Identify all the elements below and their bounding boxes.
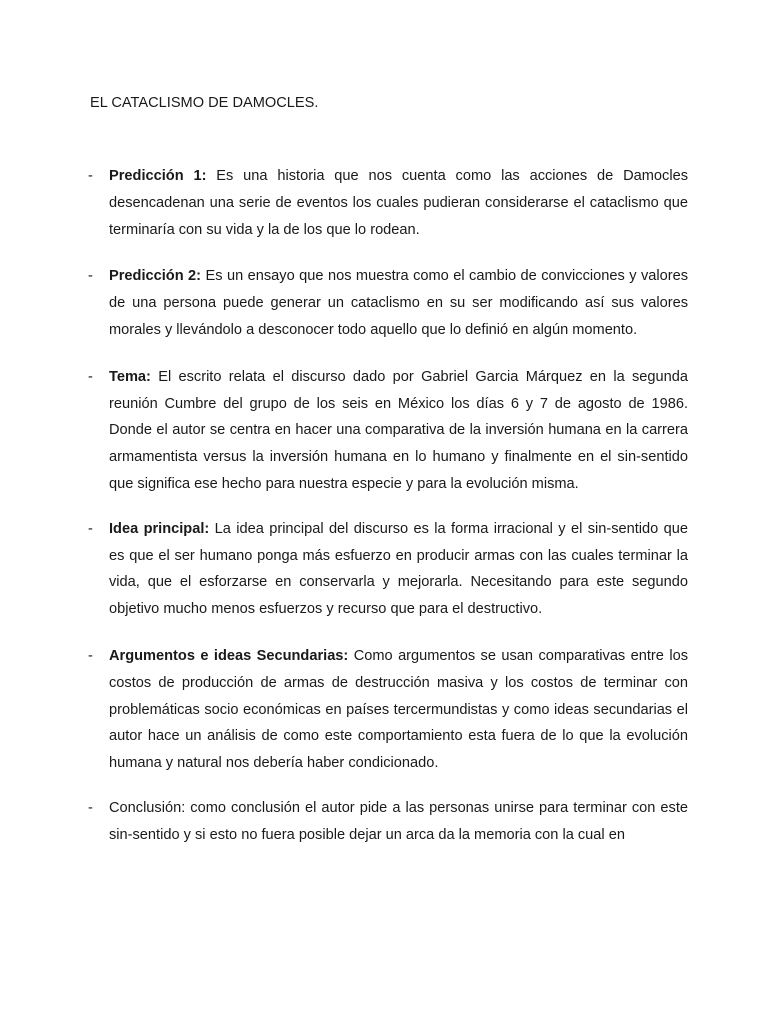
item-text: Como argumentos se usan comparativas entre los costos de producción de armas de destrucción masiva y los costos de terminar con problemáticas socio económicas en países tercermundistas y como ideas secundarias el autor hace un análisis de como este comportamiento esta fuera de lo que la evolución humana y natural nos debería haber condicionado. [109,647,688,772]
item-label: Argumentos e ideas Secundarias: [109,647,349,664]
item-text: El escrito relata el discurso dado por Gabriel Garcia Márquez en la segunda reunión Cumbre del grupo de los seis en México los días 6 y 7 de agosto de 1986. Donde el autor se centra en hacer una comparativa de la inversión humana en la carrera armamentista versus la inversión humana en lo humano y finalmente en el sin-sentido que significa ese hecho para nuestra especie y para la evolución misma. [109,368,688,492]
bullet-dash: - [88,268,93,285]
item-text: Es un ensayo que nos muestra como el cambio de convicciones y valores de una persona puede generar un cataclismo en su ser modificando así sus valores morales y llevándolo a desconocer todo aquello que lo definió en algún momento. [109,268,688,338]
item-label: Predicción 1: [109,168,207,184]
bullet-dash: - [88,368,93,385]
item-text: Es una historia que nos cuenta como las acciones de Damocles desencadenan una serie de eventos los cuales pudieran considerarse el cataclismo que terminaría con su vida y la de los que lo rodean. [109,168,688,238]
item-text: La idea principal del discurso es la forma irracional y el sin-sentido que es que el ser humano ponga más esfuerzo en producir armas con las cuales terminar la vida, que el esforzarse en conservarla y mejorarla. Necesitando para este segundo objetivo mucho menos esfuerzos y recurso que para el destructivo. [109,520,688,618]
item-label: Tema: [109,368,151,385]
list-item-idea-principal [88,516,688,623]
bullet-dash: - [88,520,93,537]
list-item-prediccion-2 [88,263,688,343]
bullet-dash: - [88,168,93,184]
bullet-dash: - [88,799,93,816]
list-item-prediccion-1 [88,163,688,243]
item-label: Idea principal: [109,520,210,537]
document-title: EL CATACLISMO DE DAMOCLES. [90,95,319,111]
bullet-list [88,163,688,849]
list-item-tema [88,364,688,498]
item-label: Predicción 2: [109,268,202,285]
list-item-conclusion [88,795,688,849]
item-text: Conclusión: como conclusión el autor pide a las personas unirse para terminar con este sin-sentido y si esto no fuera posible dejar un arca da la memoria con la cual en [109,799,688,843]
bullet-dash: - [88,647,93,664]
list-item-argumentos [88,643,688,777]
